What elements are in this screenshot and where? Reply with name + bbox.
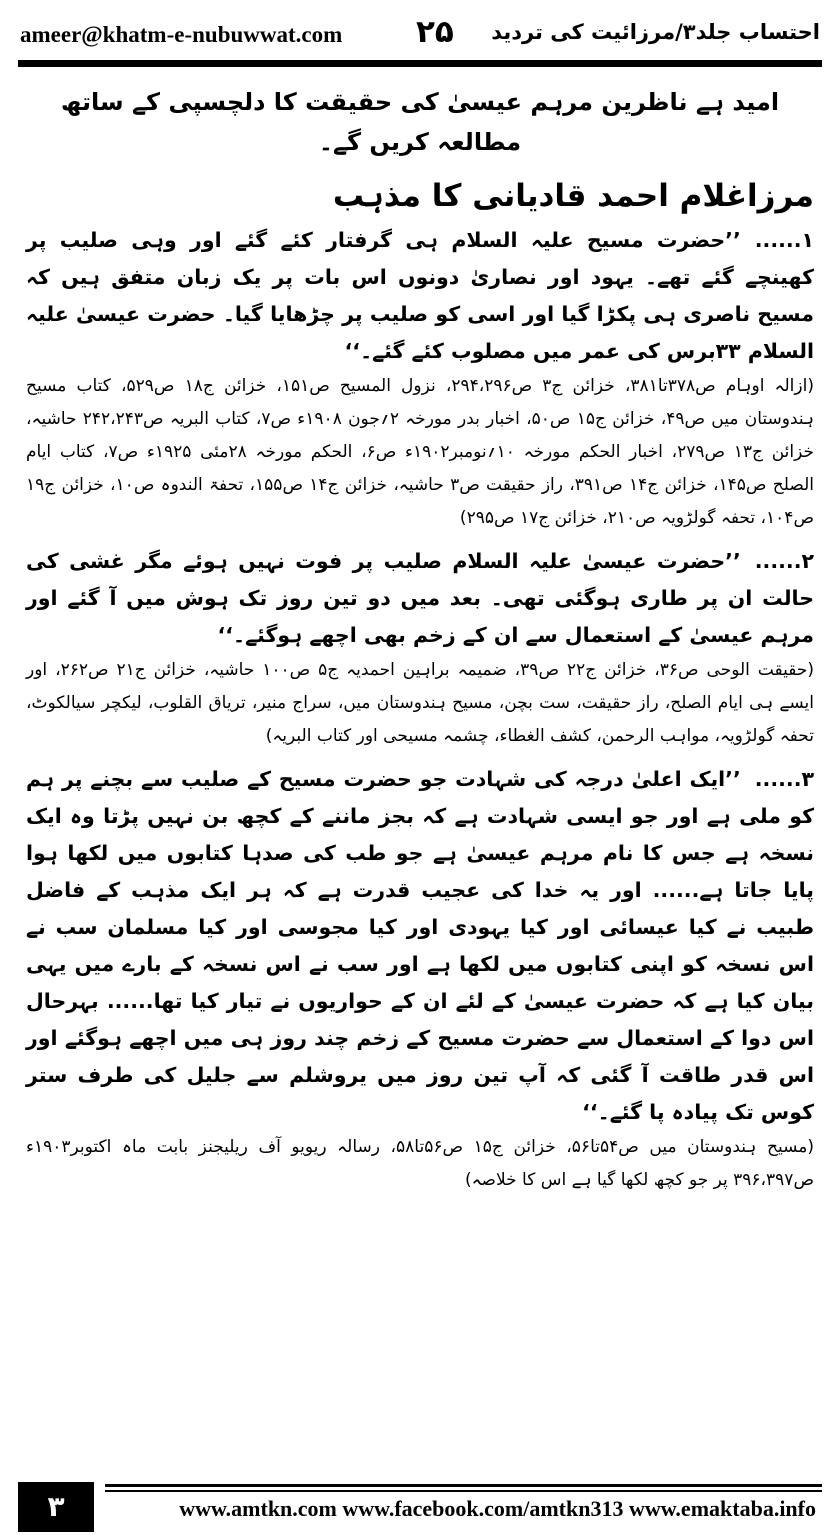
- paragraph-2: [26, 543, 814, 654]
- footer-rule-second: [105, 1490, 822, 1492]
- paragraph-3: [26, 761, 814, 1131]
- item-number: ۳......: [754, 767, 814, 791]
- page-body: [26, 82, 814, 1205]
- header-rule: [18, 60, 822, 67]
- footer-rule-top: [105, 1484, 822, 1487]
- footer-links[interactable]: www.amtkn.com www.facebook.com/amtkn313 www.emaktaba.info: [179, 1496, 816, 1521]
- page-header: [18, 14, 822, 54]
- section-heading: مرزاغلام احمد قادیانی کا مذہب: [332, 178, 814, 214]
- intro-line: امید ہے ناظرین مرہم عیسیٰ کی حقیقت کا دلچسپی کے ساتھ مطالعہ کریں گے۔: [60, 88, 780, 156]
- paragraph-1: [26, 222, 814, 370]
- footer-page-box: ۳: [18, 1482, 94, 1532]
- header-email: ameer@khatm-e-nubuwwat.com: [20, 22, 343, 47]
- reference-3: (مسیح ہندوستان میں ص۵۴تا۵۶، خزائن ج۱۵ ص۵۶تا۵۸، رسالہ ریویو آف ریلیجنز بابت ماہ اکتوبر۱۹۰۳ء ص۳۹۶،۳۹۷ پر جو کچھ لکھا گیا ہے اس کا خلاصہ): [26, 1137, 814, 1190]
- paragraph-text: ’’حضرت عیسیٰ علیہ السلام صلیب پر فوت نہیں ہوئے مگر غشی کی حالت ان پر طاری ہوگئی تھی۔ بعد میں دو تین روز تک ہوش میں آ گئے اور مرہم عیسیٰ کے استعمال سے ان کے زخم بھی اچھے ہوگئے۔‘‘: [26, 549, 814, 647]
- item-number: ۱......: [754, 228, 814, 252]
- page-number: ۲۵: [416, 14, 454, 50]
- reference-1: (ازالہ اوہام ص۳۷۸تا۳۸۱، خزائن ج۳ ص۲۹۴،۲۹۶، نزول المسیح ص۱۵۱، خزائن ج۱۸ ص۵۲۹، کتاب مسیح ہندوستان میں ص۴۹، خزائن ج۱۵ ص۵۰، اخبار بدر مورخہ ۲؍جون ۱۹۰۸ء ص۷، کتاب البریہ ص۲۴۲،۲۴۳ حاشیہ، خزائن ج۱۳ ص۲۷۹، اخبار الحکم مورخہ ۱۰؍نومبر۱۹۰۲ء ص۶، الحکم مورخہ ۲۸مئی ۱۹۲۵ء ص۷، کتاب ایام الصلح ص۱۴۵، خزائن ج۱۴ ص۳۹۱، راز حقیقت ص۳ حاشیہ، خزائن ج۱۴ ص۱۵۵، تحفۃ الندوہ ص۱۰، خزائن ج۱۹ ص۱۰۴، تحفہ گولڑویہ ص۲۱۰، خزائن ج۱۷ ص۲۹۵): [26, 376, 814, 528]
- item-number: ۲......: [754, 549, 814, 573]
- paragraph-text: ’’ایک اعلیٰ درجہ کی شہادت جو حضرت مسیح کے صلیب سے بچنے پر ہم کو ملی ہے اور جو ایسی شہادت ہے کہ بجز ماننے کے کچھ بن نہیں پڑتا وہ ایک نسخہ ہے جس کا نام مرہم عیسیٰ ہے جو طب کی صدہا کتابوں میں لکھا ہوا پایا جاتا ہے...... اور یہ خدا کی عجیب قدرت ہے کہ ہر ایک مذہب کے فاضل طبیب نے کیا عیسائی اور کیا یہودی اور کیا مجوسی اور کیا مسلمان سب نے اس نسخہ کو اپنی کتابوں میں لکھا ہے اور سب نے اس نسخہ کے بارے میں یہی بیان کیا ہے کہ حضرت عیسیٰ کے لئے ان کے حواریوں نے تیار کیا تھا...... بہرحال اس دوا کے استعمال سے حضرت مسیح کے زخم چند روز ہی میں اچھے ہوگئے اور اس قدر طاقت آ گئی کہ آپ تین روز میں یروشلم سے جلیل کی طرف ستر کوس تک پیادہ پا گئے۔‘‘: [26, 767, 814, 1124]
- book-title: احتساب جلد۳/مرزائیت کی تردید: [491, 20, 820, 44]
- reference-2: (حقیقت الوحی ص۳۶، خزائن ج۲۲ ص۳۹، ضمیمہ براہین احمدیہ ج۵ ص۱۰۰ حاشیہ، خزائن ج۲۱ ص۲۶۲، اور ایسے ہی ایام الصلح، راز حقیقت، ست بچن، مسیح ہندوستان میں، سراج منیر، تریاق القلوب، لیکچر سیالکوٹ، تحفہ گولڑویہ، مواہب الرحمن، کشف الغطاء، چشمہ مسیحی اور کتاب البریہ): [26, 660, 814, 746]
- paragraph-text: ’’حضرت مسیح علیہ السلام ہی گرفتار کئے گئے اور وہی صلیب پر کھینچے گئے تھے۔ یہود اور نصاریٰ دونوں اس بات پر یک زبان متفق ہیں کہ مسیح ناصری ہی پکڑا گیا اور اسی کو صلیب پر چڑھایا گیا۔ حضرت عیسیٰ علیہ السلام ۳۳برس کی عمر میں مصلوب کئے گئے۔‘‘: [26, 228, 814, 363]
